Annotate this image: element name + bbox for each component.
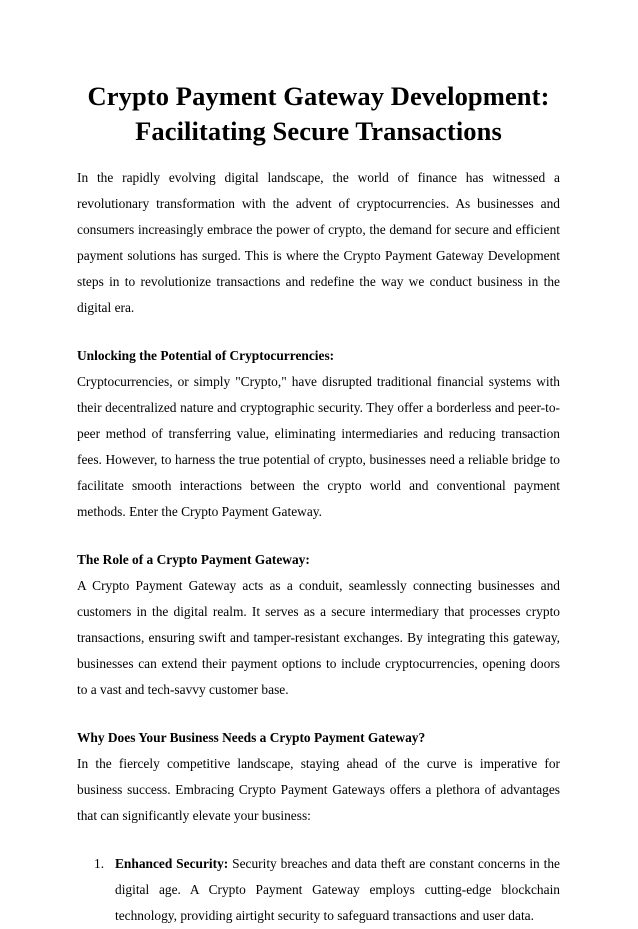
document-title bbox=[77, 79, 560, 149]
title-line-2: Facilitating Secure Transactions bbox=[135, 116, 502, 146]
advantages-list bbox=[77, 851, 560, 929]
section-body-potential: Cryptocurrencies, or simply "Crypto," have disrupted traditional financial systems with their decentralized nature and cryptographic security. They offer a borderless and peer-to-peer method of transferring value, eliminating intermediaries and reducing transaction fees. However, to harness the true potential of crypto, businesses need a reliable bridge to facilitate smooth interactions between the crypto world and conventional payment methods. Enter the Crypto Payment Gateway. bbox=[77, 374, 560, 519]
section-body-why: In the fiercely competitive landscape, staying ahead of the curve is imperative for business success. Embracing Crypto Payment Gateways offers a plethora of advantages that can significantly elevate your business: bbox=[77, 756, 560, 823]
section-heading-potential: Unlocking the Potential of Cryptocurrencies: bbox=[77, 348, 335, 363]
title-line-1: Crypto Payment Gateway Development: bbox=[87, 81, 550, 111]
list-item bbox=[77, 851, 560, 929]
list-item-label: Enhanced Security: bbox=[115, 856, 229, 871]
section-heading-why: Why Does Your Business Needs a Crypto Payment Gateway? bbox=[77, 730, 426, 745]
section-heading-role: The Role of a Crypto Payment Gateway: bbox=[77, 552, 310, 567]
list-item-text: Security breaches and data theft are constant concerns in the digital age. A Crypto Payment Gateway employs cutting-edge blockchain technology, providing airtight security to safeguard transactions and user data. bbox=[115, 856, 560, 923]
intro-paragraph: In the rapidly evolving digital landscape, the world of finance has witnessed a revolutionary transformation with the advent of cryptocurrencies. As businesses and consumers increasingly embrace the power of crypto, the demand for secure and efficient payment solutions has surged. This is where the Crypto Payment Gateway Development steps in to revolutionize transactions and redefine the way we conduct business in the digital era. bbox=[77, 170, 560, 315]
document-page bbox=[77, 79, 560, 929]
section-body-role: A Crypto Payment Gateway acts as a conduit, seamlessly connecting businesses and customers in the digital realm. It serves as a secure intermediary that processes crypto transactions, ensuring swift and tamper-resistant exchanges. By integrating this gateway, businesses can extend their payment options to include cryptocurrencies, opening doors to a vast and tech-savvy customer base. bbox=[77, 578, 560, 697]
list-item-number: 1. bbox=[94, 856, 105, 871]
